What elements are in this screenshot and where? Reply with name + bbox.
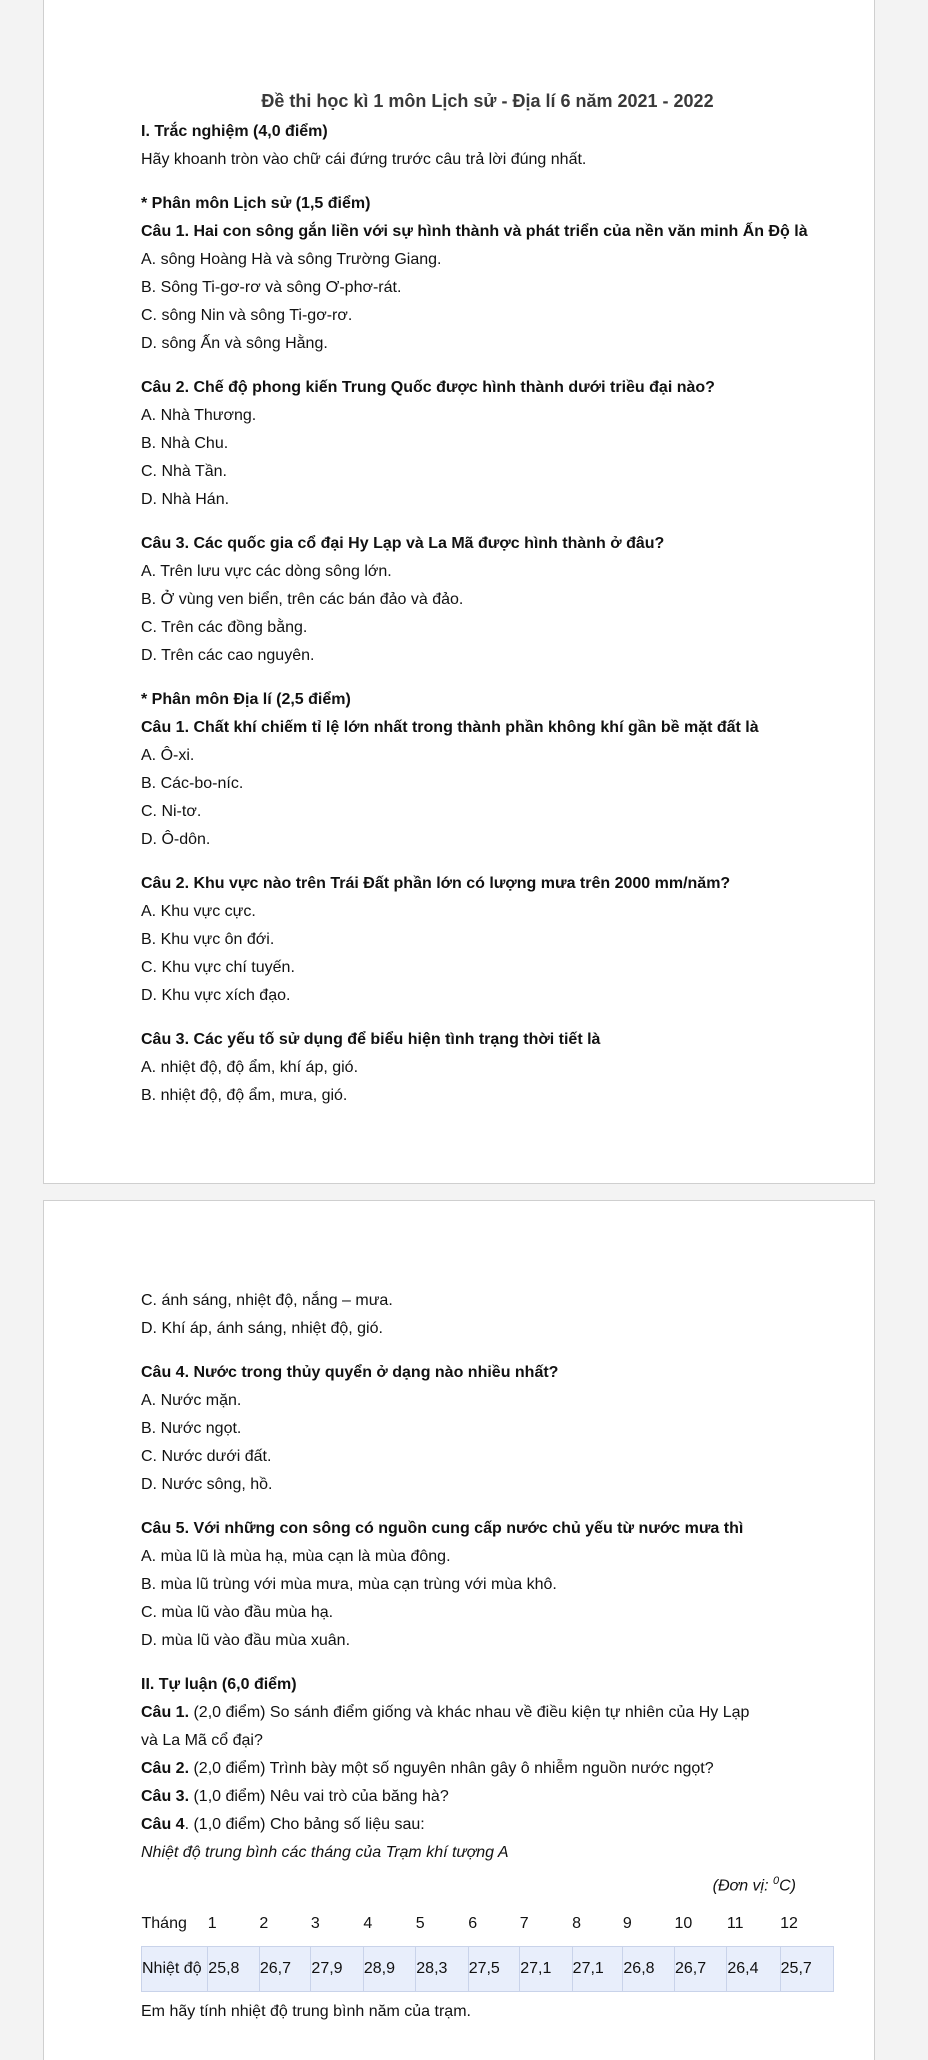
table-cell-temp: 27,1 — [520, 1947, 572, 1992]
document-page-2 — [43, 1200, 875, 2060]
question: Câu 3. Các yếu tố sử dụng để biểu hiện tình trạng thời tiết là — [141, 1031, 601, 1048]
table-cell-month: 3 — [310, 1915, 320, 1933]
table-row-label: Nhiệt độ — [142, 1947, 208, 1992]
table-cell-month: 10 — [674, 1915, 693, 1933]
essay-question-2 — [141, 1755, 834, 1783]
question: Câu 4. Nước trong thủy quyển ở dạng nào nhiều nhất? — [141, 1364, 559, 1381]
table-cell-temp: 28,3 — [416, 1947, 468, 1992]
answer-option: A. mùa lũ là mùa hạ, mùa cạn là mùa đông. — [141, 1548, 451, 1565]
essay-question-text: . (1,0 điểm) Cho bảng số liệu sau: — [184, 1816, 425, 1833]
answer-option: B. Ở vùng ven biển, trên các bán đảo và đảo. — [141, 591, 464, 608]
unit-prefix: (Đơn vị: — [712, 1877, 773, 1895]
table-cell-month: 9 — [622, 1915, 632, 1933]
answer-option: D. Nước sông, hồ. — [141, 1476, 273, 1493]
essay-question-label: Câu 2. — [141, 1760, 190, 1777]
table-cell-month: 1 — [207, 1915, 217, 1933]
essay-question-3 — [141, 1783, 834, 1811]
answer-option: C. Trên các đồng bằng. — [141, 619, 308, 636]
temperature-table — [141, 1902, 834, 1992]
table-cell-month: 11 — [726, 1915, 744, 1933]
table-cell-temp: 28,9 — [363, 1947, 415, 1992]
answer-option: B. Nước ngọt. — [141, 1420, 242, 1437]
question: Câu 5. Với những con sông có nguồn cung cấp nước chủ yếu từ nước mưa thì — [141, 1520, 744, 1537]
table-unit — [141, 1867, 834, 1900]
table-cell-temp: 25,8 — [208, 1947, 260, 1992]
final-task: Em hãy tính nhiệt độ trung bình năm của trạm. — [141, 2003, 471, 2021]
question: Câu 1. Hai con sông gắn liền với sự hình thành và phát triển của nền văn minh Ấn Độ là — [141, 223, 808, 240]
table-cell-month: 5 — [415, 1915, 425, 1933]
table-cell-month: 8 — [572, 1915, 582, 1933]
table-cell-temp: 26,7 — [674, 1947, 726, 1992]
answer-option: D. Trên các cao nguyên. — [141, 647, 315, 664]
essay-question-4 — [141, 1811, 834, 1839]
answer-option: B. nhiệt độ, độ ẩm, mưa, gió. — [141, 1087, 348, 1104]
part1-instruction: Hãy khoanh tròn vào chữ cái đứng trước câu trả lời đúng nhất. — [141, 151, 587, 168]
answer-option: A. Khu vực cực. — [141, 903, 256, 920]
table-cell-temp: 27,5 — [468, 1947, 520, 1992]
answer-option: D. sông Ấn và sông Hằng. — [141, 335, 328, 352]
part2-heading: II. Tự luận (6,0 điểm) — [141, 1676, 297, 1693]
answer-option: C. mùa lũ vào đầu mùa hạ. — [141, 1604, 334, 1621]
question: Câu 2. Chế độ phong kiến Trung Quốc được hình thành dưới triều đại nào? — [141, 379, 715, 396]
table-cell-month: 2 — [259, 1915, 269, 1933]
question: Câu 2. Khu vực nào trên Trái Đất phần lớn có lượng mưa trên 2000 mm/năm? — [141, 875, 731, 892]
table-row-label: Tháng — [141, 1915, 187, 1933]
answer-option: D. Nhà Hán. — [141, 491, 230, 508]
essay-question-text: (2,0 điểm) Trình bày một số nguyên nhân gây ô nhiễm nguồn nước ngọt? — [189, 1760, 714, 1777]
answer-option: A. nhiệt độ, độ ẩm, khí áp, gió. — [141, 1059, 359, 1076]
essay-question-text: (2,0 điểm) So sánh điểm giống và khác nhau về điều kiện tự nhiên của Hy Lạp — [189, 1704, 750, 1721]
answer-option: A. Nhà Thương. — [141, 407, 257, 424]
answer-option: B. Nhà Chu. — [141, 435, 229, 452]
unit-suffix: C) — [779, 1877, 796, 1895]
essay-question-label: Câu 1. — [141, 1704, 190, 1721]
table-cell-temp: 25,7 — [780, 1947, 833, 1992]
table-cell-temp: 26,7 — [259, 1947, 311, 1992]
table-cell-month: 6 — [468, 1915, 478, 1933]
answer-option: B. Khu vực ôn đới. — [141, 931, 275, 948]
answer-option: D. Ô-dôn. — [141, 831, 211, 848]
essay-question-1 — [141, 1699, 834, 1727]
answer-option: B. mùa lũ trùng với mùa mưa, mùa cạn trùng với mùa khô. — [141, 1576, 557, 1593]
table-caption: Nhiệt độ trung bình các tháng của Trạm khí tượng A — [141, 1844, 509, 1861]
table-cell-temp: 27,1 — [572, 1947, 623, 1992]
document-title: Đề thi học kì 1 môn Lịch sử - Địa lí 6 năm 2021 - 2022 — [261, 91, 714, 111]
question: Câu 3. Các quốc gia cổ đại Hy Lạp và La Mã được hình thành ở đâu? — [141, 535, 665, 552]
essay-question-text: (1,0 điểm) Nêu vai trò của băng hà? — [189, 1788, 449, 1805]
essay-question-label: Câu 4 — [141, 1816, 185, 1833]
answer-option: C. Nước dưới đất. — [141, 1448, 272, 1465]
answer-option: B. Các-bo-níc. — [141, 775, 244, 792]
answer-option: D. mùa lũ vào đầu mùa xuân. — [141, 1632, 351, 1649]
table-row-months — [142, 1902, 834, 1947]
table-cell-temp: 27,9 — [311, 1947, 363, 1992]
answer-option: C. Khu vực chí tuyến. — [141, 959, 295, 976]
page-1-content — [141, 90, 834, 1110]
document-page-1 — [43, 0, 875, 1184]
answer-option: A. Trên lưu vực các dòng sông lớn. — [141, 563, 392, 580]
table-cell-month: 7 — [519, 1915, 529, 1933]
answer-option: D. Khí áp, ánh sáng, nhiệt độ, gió. — [141, 1320, 383, 1337]
page-2-content — [141, 1287, 834, 2026]
answer-option: D. Khu vực xích đạo. — [141, 987, 291, 1004]
answer-option: C. Nhà Tần. — [141, 463, 227, 480]
part1-heading: I. Trắc nghiệm (4,0 điểm) — [141, 123, 328, 140]
unit-superscript: 0 — [772, 1875, 780, 1887]
answer-option: A. Ô-xi. — [141, 747, 195, 764]
geography-heading: * Phân môn Địa lí (2,5 điểm) — [141, 691, 351, 708]
answer-option: B. Sông Ti-gơ-rơ và sông Ơ-phơ-rát. — [141, 279, 402, 296]
answer-option: A. Nước mặn. — [141, 1392, 242, 1409]
answer-option: A. sông Hoàng Hà và sông Trường Giang. — [141, 251, 442, 268]
answer-option: C. sông Nin và sông Ti-gơ-rơ. — [141, 307, 353, 324]
table-cell-month: 12 — [780, 1915, 798, 1933]
essay-question-1-continued: và La Mã cổ đại? — [141, 1732, 263, 1749]
question: Câu 1. Chất khí chiếm tỉ lệ lớn nhất trong thành phần không khí gần bề mặt đất là — [141, 719, 759, 736]
table-cell-temp: 26,4 — [727, 1947, 780, 1992]
answer-option: C. ánh sáng, nhiệt độ, nắng – mưa. — [141, 1292, 393, 1309]
essay-question-label: Câu 3. — [141, 1788, 190, 1805]
answer-option: C. Ni-tơ. — [141, 803, 202, 820]
table-cell-month: 4 — [363, 1915, 373, 1933]
table-row-temperatures — [142, 1947, 834, 1992]
table-cell-temp: 26,8 — [623, 1947, 675, 1992]
history-heading: * Phân môn Lịch sử (1,5 điểm) — [141, 195, 371, 212]
